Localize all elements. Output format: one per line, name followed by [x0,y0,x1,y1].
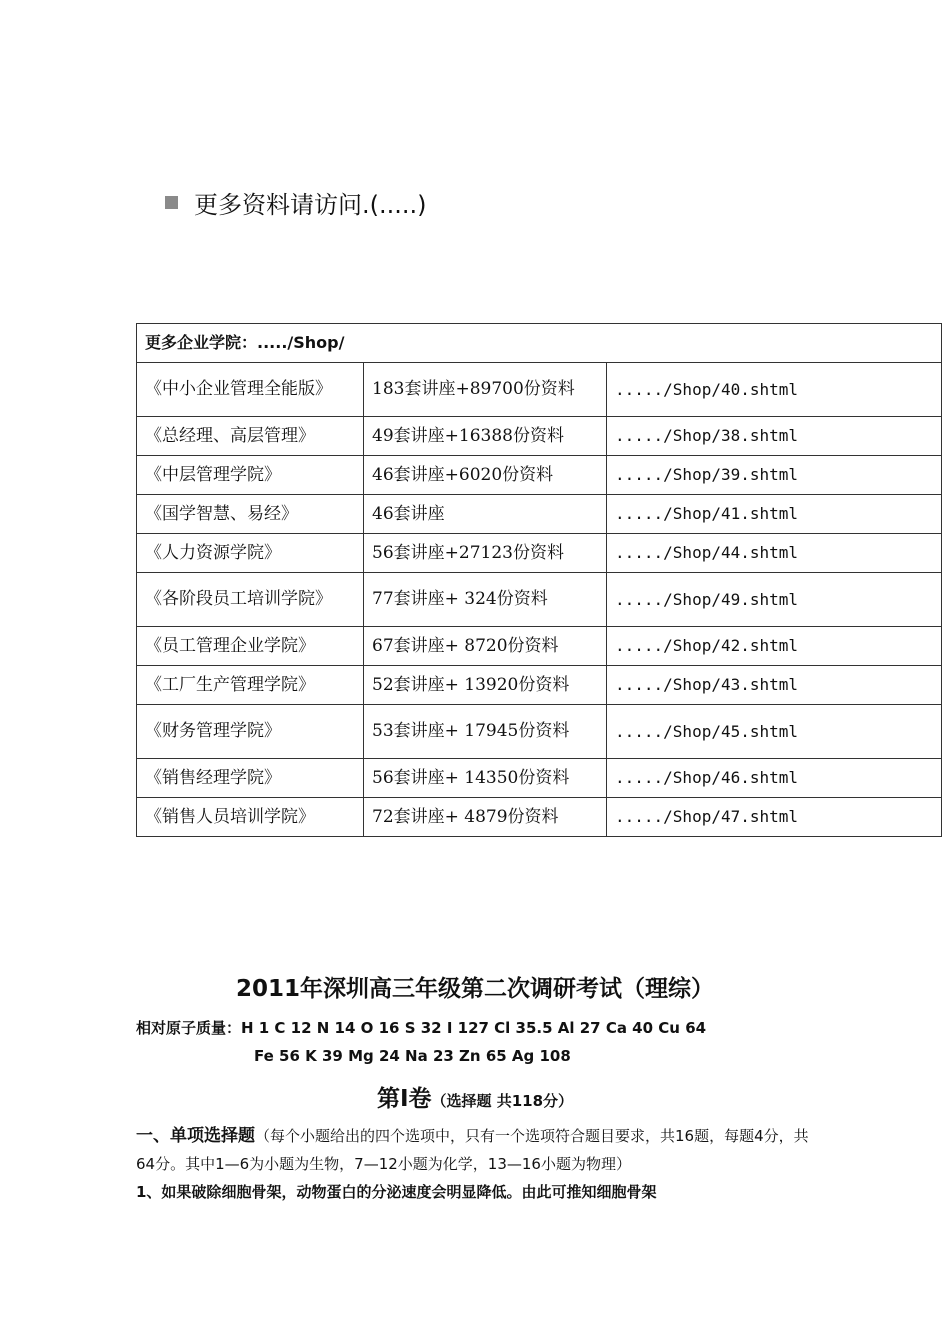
catalog-row-url[interactable]: ...../Shop/47.shtml [607,798,942,837]
volume-title: 第Ⅰ卷 [376,1086,432,1112]
catalog-row [137,573,942,627]
catalog-row [137,417,942,456]
volume-note: （选择题 共118分） [431,1092,574,1110]
catalog-row-name: 《国学智慧、易经》 [137,495,364,534]
catalog-row-name: 《人力资源学院》 [137,534,364,573]
catalog-row-count: 72套讲座+ 4879份资料 [364,798,607,837]
section-one [136,1122,816,1206]
catalog-row-url[interactable]: ...../Shop/41.shtml [607,495,942,534]
catalog-row-url[interactable]: ...../Shop/43.shtml [607,666,942,705]
square-bullet-icon [165,196,178,209]
catalog-row-count: 56套讲座+ 14350份资料 [364,759,607,798]
catalog-row-url[interactable]: ...../Shop/44.shtml [607,534,942,573]
resource-link-line[interactable] [165,185,427,220]
academy-catalog-table [136,323,942,837]
catalog-row-url[interactable]: ...../Shop/46.shtml [607,759,942,798]
catalog-row-count: 52套讲座+ 13920份资料 [364,666,607,705]
catalog-row-name: 《销售经理学院》 [137,759,364,798]
catalog-row-count: 77套讲座+ 324份资料 [364,573,607,627]
catalog-row [137,705,942,759]
exam-title: 2011年深圳高三年级第二次调研考试（理综） [235,976,714,1002]
catalog-row-url[interactable]: ...../Shop/40.shtml [607,363,942,417]
catalog-row [137,495,942,534]
catalog-row-count: 183套讲座+89700份资料 [364,363,607,417]
volume-heading [0,1080,950,1113]
catalog-row-name: 《总经理、高层管理》 [137,417,364,456]
catalog-row-count: 49套讲座+16388份资料 [364,417,607,456]
catalog-row [137,666,942,705]
catalog-row [137,798,942,837]
catalog-row-count: 56套讲座+27123份资料 [364,534,607,573]
resource-link-text[interactable]: 更多资料请访问.(.....) [194,191,427,219]
catalog-row [137,759,942,798]
catalog-row-url[interactable]: ...../Shop/42.shtml [607,627,942,666]
catalog-header[interactable]: 更多企业学院：...../Shop/ [137,324,942,363]
catalog-row-count: 46套讲座+6020份资料 [364,456,607,495]
catalog-row [137,456,942,495]
catalog-row-url[interactable]: ...../Shop/45.shtml [607,705,942,759]
catalog-row-name: 《各阶段员工培训学院》 [137,573,364,627]
catalog-row-count: 53套讲座+ 17945份资料 [364,705,607,759]
question-1: 1、如果破除细胞骨架，动物蛋白的分泌速度会明显降低。由此可推知细胞骨架 [136,1183,657,1201]
catalog-row-name: 《财务管理学院》 [137,705,364,759]
section-description: （每个小题给出的四个选项中，只有一个选项符合题目要求，共16题，每题4分，共64分。其中1—6为小题为生物，7—12小题为化学，13—16小题为物理） [136,1127,809,1173]
catalog-row [137,534,942,573]
catalog-row [137,363,942,417]
catalog-row-name: 《销售人员培训学院》 [137,798,364,837]
catalog-row-url[interactable]: ...../Shop/38.shtml [607,417,942,456]
catalog-row-count: 67套讲座+ 8720份资料 [364,627,607,666]
atomic-masses-line-1: 相对原子质量：H 1 C 12 N 14 O 16 S 32 I 127 Cl 35.5 Al 27 Ca 40 Cu 64 [136,1019,707,1037]
catalog-row-url[interactable]: ...../Shop/39.shtml [607,456,942,495]
section-heading: 一、单项选择题 [136,1126,255,1146]
catalog-row-name: 《工厂生产管理学院》 [137,666,364,705]
catalog-row-url[interactable]: ...../Shop/49.shtml [607,573,942,627]
atomic-masses-line-2: Fe 56 K 39 Mg 24 Na 23 Zn 65 Ag 108 [254,1047,571,1065]
catalog-row [137,627,942,666]
catalog-row-count: 46套讲座 [364,495,607,534]
catalog-row-name: 《中小企业管理全能版》 [137,363,364,417]
catalog-row-name: 《中层管理学院》 [137,456,364,495]
catalog-row-name: 《员工管理企业学院》 [137,627,364,666]
atomic-masses [136,1014,706,1070]
